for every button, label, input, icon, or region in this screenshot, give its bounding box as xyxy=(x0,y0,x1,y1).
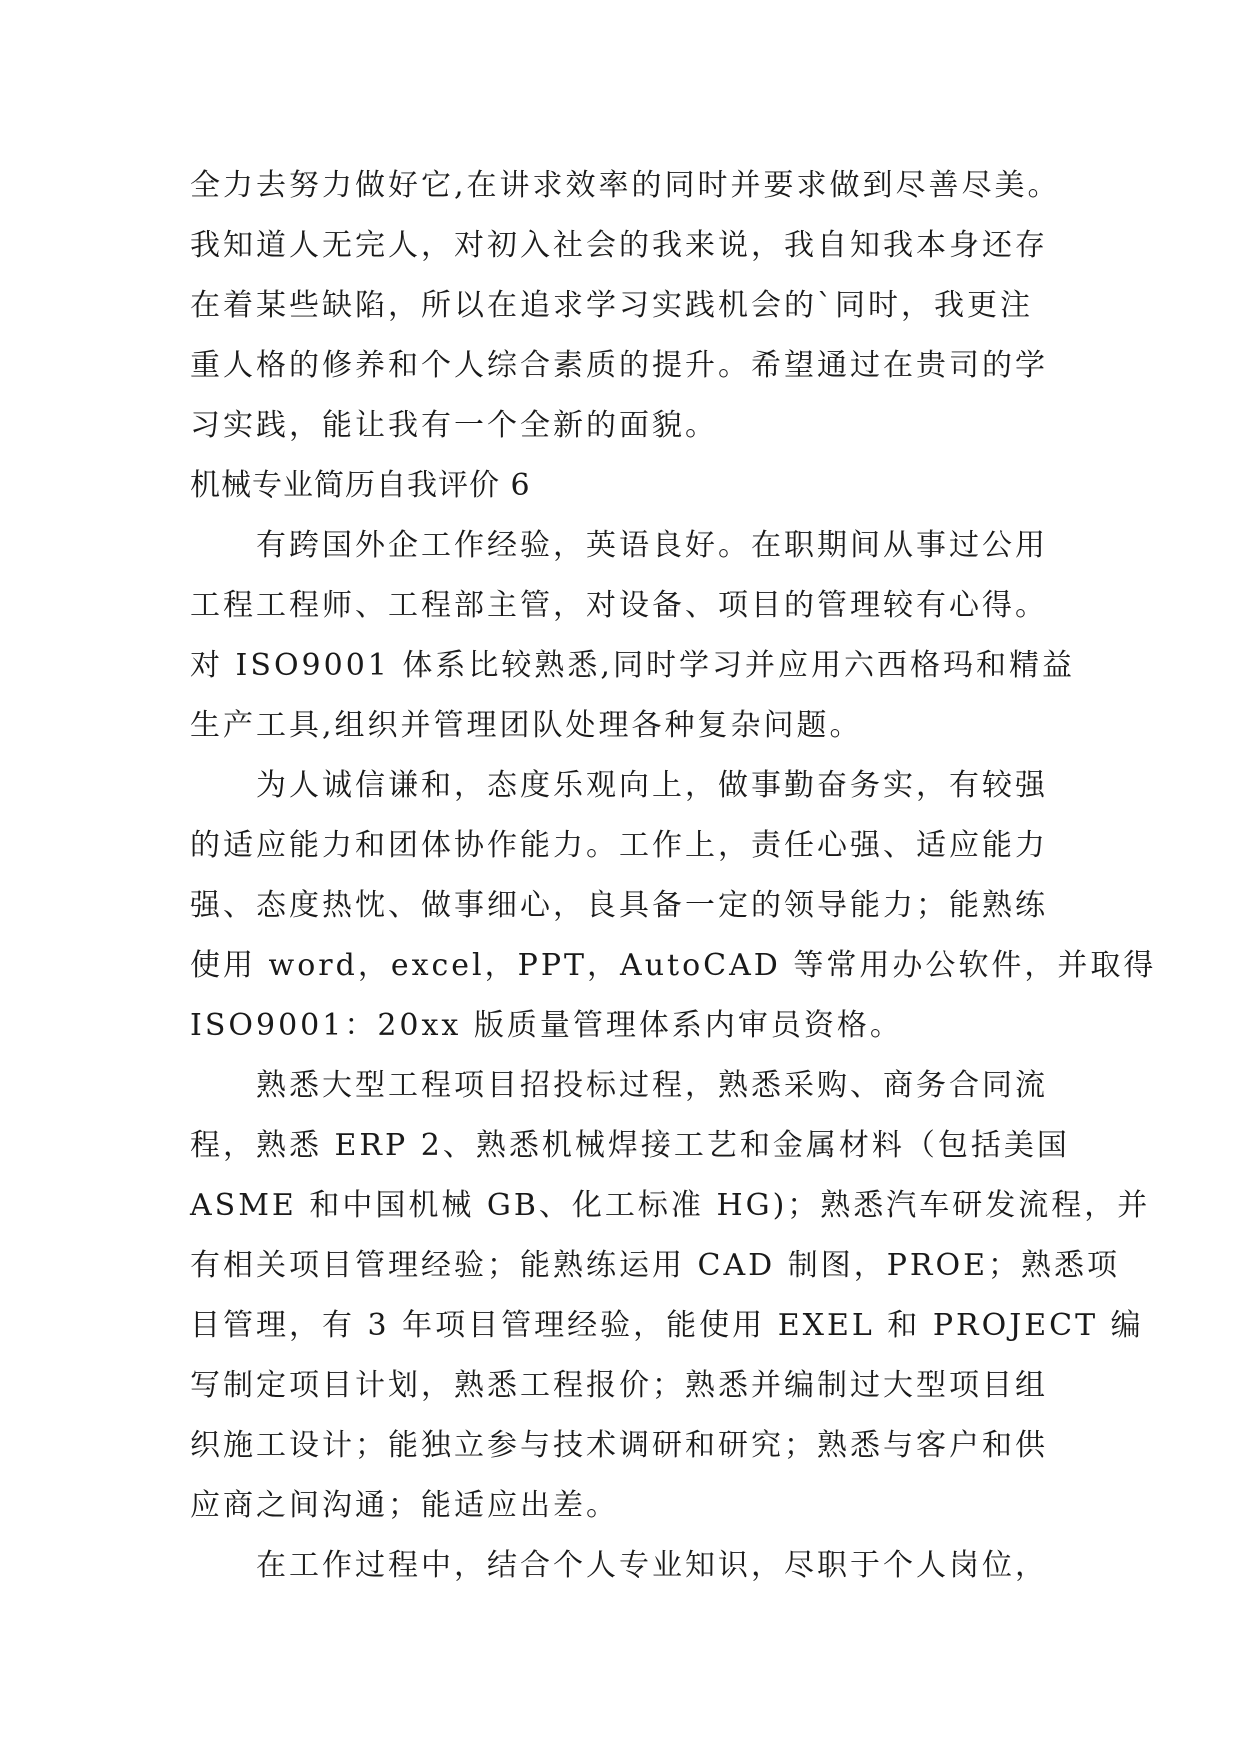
paragraph-line: 的适应能力和团体协作能力。工作上，责任心强、适应能力 xyxy=(190,828,1048,863)
paragraph-line: 强、态度热忱、做事细心，良具备一定的领导能力；能熟练 xyxy=(190,888,1048,923)
paragraph-first-line: 有跨国外企工作经验，英语良好。在职期间从事过公用 xyxy=(256,528,1048,563)
paragraph-line: 习实践，能让我有一个全新的面貌。 xyxy=(190,408,718,443)
paragraph-line: 在着某些缺陷，所以在追求学习实践机会的`同时，我更注 xyxy=(190,288,1033,323)
paragraph-line: 对 ISO9001 体系比较熟悉,同时学习并应用六西格玛和精益 xyxy=(190,648,1075,683)
paragraph-line: 写制定项目计划，熟悉工程报价；熟悉并编制过大型项目组 xyxy=(190,1368,1048,1403)
paragraph-line: 全力去努力做好它,在讲求效率的同时并要求做到尽善尽美。 xyxy=(190,168,1061,203)
paragraph-line: 我知道人无完人，对初入社会的我来说，我自知我本身还存 xyxy=(190,228,1048,263)
paragraph-line: 生产工具,组织并管理团队处理各种复杂问题。 xyxy=(190,708,863,743)
paragraph-line: ISO9001：20xx 版质量管理体系内审员资格。 xyxy=(190,1008,903,1043)
paragraph-line: 织施工设计；能独立参与技术调研和研究；熟悉与客户和供 xyxy=(190,1428,1048,1463)
paragraph-line: 重人格的修养和个人综合素质的提升。希望通过在贵司的学 xyxy=(190,348,1048,383)
paragraph-line: ASME 和中国机械 GB、化工标准 HG)；熟悉汽车研发流程，并 xyxy=(190,1188,1151,1223)
paragraph-line: 程，熟悉 ERP 2、熟悉机械焊接工艺和金属材料（包括美国 xyxy=(190,1128,1070,1163)
paragraph-line: 工程工程师、工程部主管，对设备、项目的管理较有心得。 xyxy=(190,588,1048,623)
document-body xyxy=(190,156,1157,1596)
paragraph-first-line: 熟悉大型工程项目招投标过程，熟悉采购、商务合同流 xyxy=(256,1068,1048,1103)
paragraph-line: 使用 word，excel，PPT，AutoCAD 等常用办公软件，并取得 xyxy=(190,948,1157,983)
paragraph-line: 目管理，有 3 年项目管理经验，能使用 EXEL 和 PROJECT 编 xyxy=(190,1308,1144,1343)
section-heading: 机械专业简历自我评价 6 xyxy=(190,468,531,503)
paragraph-first-line: 在工作过程中，结合个人专业知识，尽职于个人岗位， xyxy=(256,1548,1048,1583)
paragraph-first-line: 为人诚信谦和，态度乐观向上，做事勤奋务实，有较强 xyxy=(256,768,1048,803)
paragraph-line: 应商之间沟通；能适应出差。 xyxy=(190,1488,619,1523)
paragraph-line: 有相关项目管理经验；能熟练运用 CAD 制图，PROE；熟悉项 xyxy=(190,1248,1121,1283)
